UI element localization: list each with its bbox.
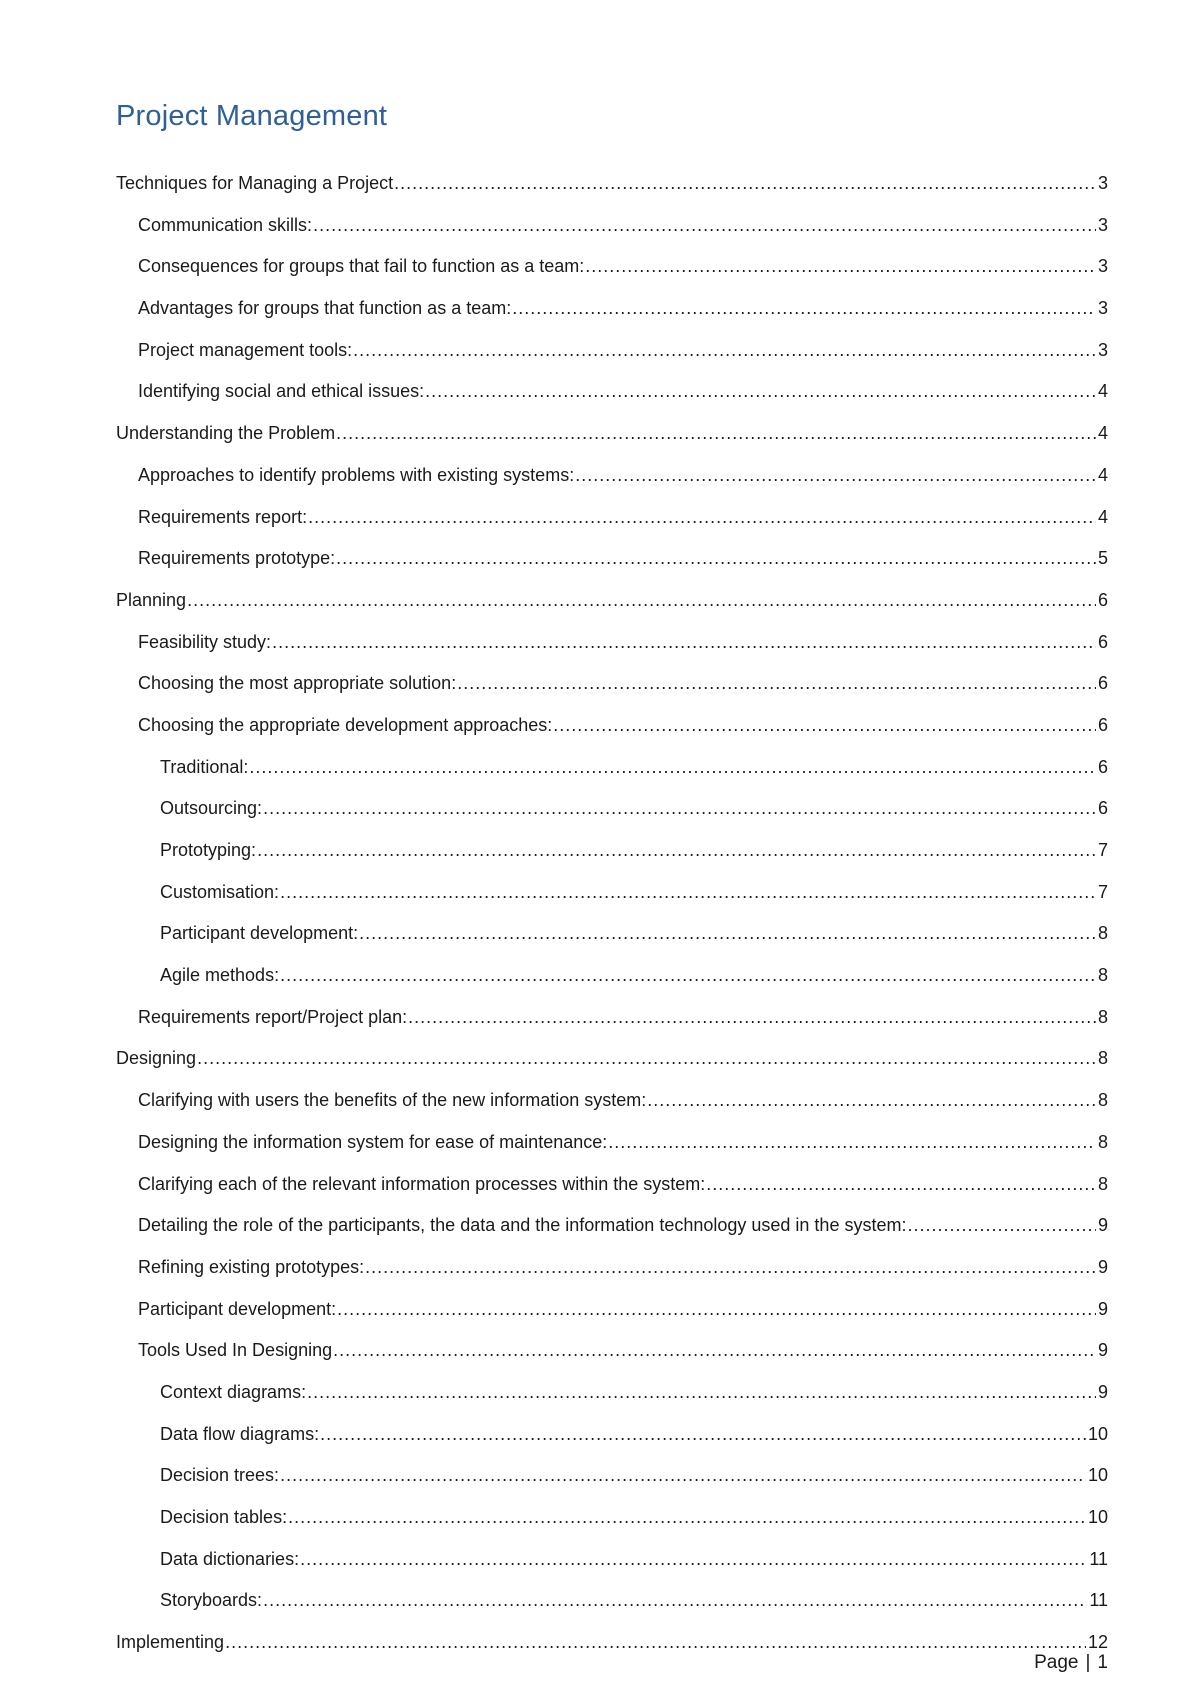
toc-entry-text: Clarifying each of the relevant information processes within the system:	[138, 1173, 706, 1194]
toc-entry[interactable]	[116, 580, 1108, 622]
dot-leader	[608, 1122, 1096, 1164]
dot-leader	[585, 246, 1096, 288]
dot-leader	[336, 413, 1096, 455]
toc-entry[interactable]	[116, 246, 1108, 288]
toc-page-number: 9	[1097, 1215, 1108, 1236]
toc-entry-text: Customisation:	[160, 881, 280, 902]
toc-entry-text: Designing	[116, 1048, 197, 1069]
dot-leader	[408, 997, 1096, 1039]
toc-page-number: 8	[1097, 1090, 1108, 1111]
dot-leader	[457, 663, 1096, 705]
toc-page-number: 7	[1097, 840, 1108, 860]
toc-page-number: 9	[1097, 1298, 1108, 1319]
toc-entry-text: Outsourcing:	[160, 798, 263, 819]
dot-leader	[225, 1622, 1086, 1664]
toc-entry-text: Requirements report/Project plan:	[138, 1006, 408, 1027]
toc-entry-text: Feasibility study:	[138, 631, 272, 652]
toc-entry[interactable]	[116, 371, 1108, 413]
toc-entry[interactable]	[116, 747, 1108, 789]
dot-leader	[333, 1330, 1096, 1372]
toc-entry-text: Advantages for groups that function as a team:	[138, 298, 512, 319]
toc-entry[interactable]	[116, 830, 1108, 872]
dot-leader	[263, 788, 1096, 830]
toc-entry-text: Agile methods:	[160, 965, 280, 986]
dot-leader	[320, 1414, 1086, 1456]
toc-page-number: 11	[1089, 1548, 1108, 1569]
toc-entry-text: Data flow diagrams:	[160, 1423, 320, 1444]
toc-entry-text: Context diagrams:	[160, 1381, 307, 1402]
toc-entry-text: Clarifying with users the benefits of the new information system:	[138, 1090, 647, 1111]
toc-entry[interactable]	[116, 788, 1108, 830]
toc-entry[interactable]	[116, 955, 1108, 997]
dot-leader	[272, 622, 1096, 664]
dot-leader	[308, 497, 1096, 539]
page-separator: |	[1085, 1652, 1091, 1673]
page-number: 1	[1097, 1652, 1108, 1673]
toc-entry[interactable]	[116, 1330, 1108, 1372]
toc-entry-text: Implementing	[116, 1632, 225, 1653]
toc-page-number: 6	[1097, 798, 1108, 819]
toc-entry-text: Project management tools:	[138, 339, 353, 360]
toc-entry-text: Prototyping:	[160, 840, 257, 860]
dot-leader	[288, 1497, 1086, 1539]
toc-page-number: 9	[1097, 1340, 1108, 1361]
toc-entry[interactable]	[116, 1622, 1108, 1664]
dot-leader	[353, 330, 1096, 372]
toc-entry-text: Participant development:	[160, 923, 359, 944]
toc-page-number: 6	[1097, 589, 1108, 610]
toc-entry-text: Approaches to identify problems with existing systems:	[138, 464, 575, 485]
toc-entry[interactable]	[116, 1080, 1108, 1122]
toc-page-number: 4	[1097, 506, 1108, 527]
toc-entry[interactable]	[116, 1122, 1108, 1164]
toc-entry[interactable]	[116, 1372, 1108, 1414]
toc-entry[interactable]	[116, 413, 1108, 455]
dot-leader	[280, 872, 1096, 914]
toc-entry[interactable]	[116, 1414, 1108, 1456]
dot-leader	[647, 1080, 1096, 1122]
toc-entry[interactable]	[116, 1247, 1108, 1289]
toc-title: Project Management	[116, 100, 388, 132]
toc-entry-text: Tools Used In Designing	[138, 1340, 333, 1361]
toc-page-number: 3	[1097, 173, 1108, 193]
toc-page-number: 4	[1097, 381, 1108, 402]
toc-entry[interactable]	[116, 622, 1108, 664]
toc-entry-text: Decision trees:	[160, 1465, 280, 1486]
toc-entry[interactable]	[116, 538, 1108, 580]
toc-page-number: 4	[1097, 464, 1108, 485]
dot-leader	[187, 580, 1096, 622]
toc-page-number: 10	[1087, 1507, 1108, 1527]
toc-entry[interactable]	[116, 1038, 1108, 1080]
toc-entry-text: Requirements prototype:	[138, 548, 336, 569]
dot-leader	[197, 1038, 1096, 1080]
dot-leader	[336, 538, 1096, 580]
toc-entry[interactable]	[116, 455, 1108, 497]
dot-leader	[337, 1289, 1096, 1331]
toc-entry[interactable]	[116, 913, 1108, 955]
toc-page-number: 3	[1097, 256, 1108, 277]
toc-entry-text: Communication skills:	[138, 214, 313, 235]
dot-leader	[249, 747, 1096, 789]
toc-page-number: 10	[1087, 1465, 1108, 1486]
toc-page-number: 11	[1089, 1590, 1108, 1611]
toc-page-number: 12	[1087, 1632, 1108, 1653]
toc-entry[interactable]	[116, 330, 1108, 372]
dot-leader	[280, 955, 1096, 997]
dot-leader	[300, 1539, 1087, 1581]
toc-entry-text: Requirements report:	[138, 506, 308, 527]
toc-page-number: 8	[1097, 1006, 1108, 1027]
dot-leader	[365, 1247, 1096, 1289]
dot-leader	[512, 288, 1096, 330]
toc-page-number: 6	[1097, 714, 1108, 735]
toc-entry-text: Refining existing prototypes:	[138, 1256, 365, 1277]
dot-leader	[553, 705, 1096, 747]
toc-page-number: 8	[1097, 965, 1108, 986]
toc-page-number: 6	[1097, 756, 1108, 777]
toc-entry[interactable]	[116, 1497, 1108, 1539]
dot-leader	[575, 455, 1096, 497]
dot-leader	[359, 913, 1096, 955]
toc-entry-text: Understanding the Problem	[116, 423, 336, 444]
page-label: Page	[1034, 1652, 1079, 1673]
toc-entry[interactable]	[116, 1580, 1108, 1622]
toc-page-number: 9	[1097, 1256, 1108, 1277]
toc-entry[interactable]	[116, 872, 1108, 914]
toc-entry[interactable]	[116, 1205, 1108, 1247]
dot-leader	[425, 371, 1096, 413]
dot-leader	[907, 1205, 1096, 1247]
toc-entry-text: Planning	[116, 589, 187, 610]
dot-leader	[706, 1164, 1096, 1206]
toc-entry-text: Traditional:	[160, 756, 249, 777]
dot-leader	[263, 1580, 1087, 1622]
toc-page-number: 7	[1097, 881, 1108, 902]
toc-page-number: 5	[1097, 548, 1108, 569]
toc-page-number: 3	[1097, 214, 1108, 235]
toc-page-number: 10	[1087, 1423, 1108, 1444]
toc-entry-text: Consequences for groups that fail to function as a team:	[138, 256, 585, 277]
toc-page-number: 3	[1097, 298, 1108, 319]
dot-leader	[257, 830, 1096, 872]
toc-entry-text: Designing the information system for ease of maintenance:	[138, 1131, 608, 1152]
toc-page-number: 8	[1097, 1048, 1108, 1069]
dot-leader	[313, 205, 1096, 247]
toc-entry[interactable]	[116, 1164, 1108, 1206]
toc-entry[interactable]	[116, 705, 1108, 747]
toc-entry-text: Participant development:	[138, 1298, 337, 1319]
toc-entry[interactable]	[116, 1455, 1108, 1497]
toc-entry-text: Identifying social and ethical issues:	[138, 381, 425, 402]
toc-entry[interactable]	[116, 1289, 1108, 1331]
toc-page-number: 9	[1097, 1381, 1108, 1402]
toc-page-number: 8	[1097, 1173, 1108, 1194]
toc-entry[interactable]	[116, 663, 1108, 705]
dot-leader	[280, 1455, 1086, 1497]
toc-page-number: 6	[1097, 673, 1108, 694]
toc-entry[interactable]	[116, 997, 1108, 1039]
toc-entry-text: Techniques for Managing a Project	[116, 173, 394, 193]
toc-page-number: 8	[1097, 1131, 1108, 1152]
toc-entry[interactable]	[116, 1539, 1108, 1581]
toc-page-number: 6	[1097, 631, 1108, 652]
toc-entry-text: Decision tables:	[160, 1507, 288, 1527]
toc-page-number: 3	[1097, 339, 1108, 360]
toc-entry-text: Choosing the most appropriate solution:	[138, 673, 457, 694]
toc-entry-text: Choosing the appropriate development approaches:	[138, 714, 553, 735]
toc-entry[interactable]	[116, 163, 1108, 205]
toc-entry-text: Detailing the role of the participants, the data and the information technology used in the system:	[138, 1215, 907, 1236]
dot-leader	[307, 1372, 1096, 1414]
table-of-contents	[116, 163, 1108, 1664]
toc-page-number: 4	[1097, 423, 1108, 444]
toc-page-number: 8	[1097, 923, 1108, 944]
dot-leader	[394, 163, 1096, 205]
toc-entry-text: Storyboards:	[160, 1590, 263, 1611]
toc-entry[interactable]	[116, 497, 1108, 539]
toc-entry-text: Data dictionaries:	[160, 1548, 300, 1569]
toc-entry[interactable]	[116, 288, 1108, 330]
page-footer	[1034, 1652, 1108, 1674]
toc-entry[interactable]	[116, 205, 1108, 247]
